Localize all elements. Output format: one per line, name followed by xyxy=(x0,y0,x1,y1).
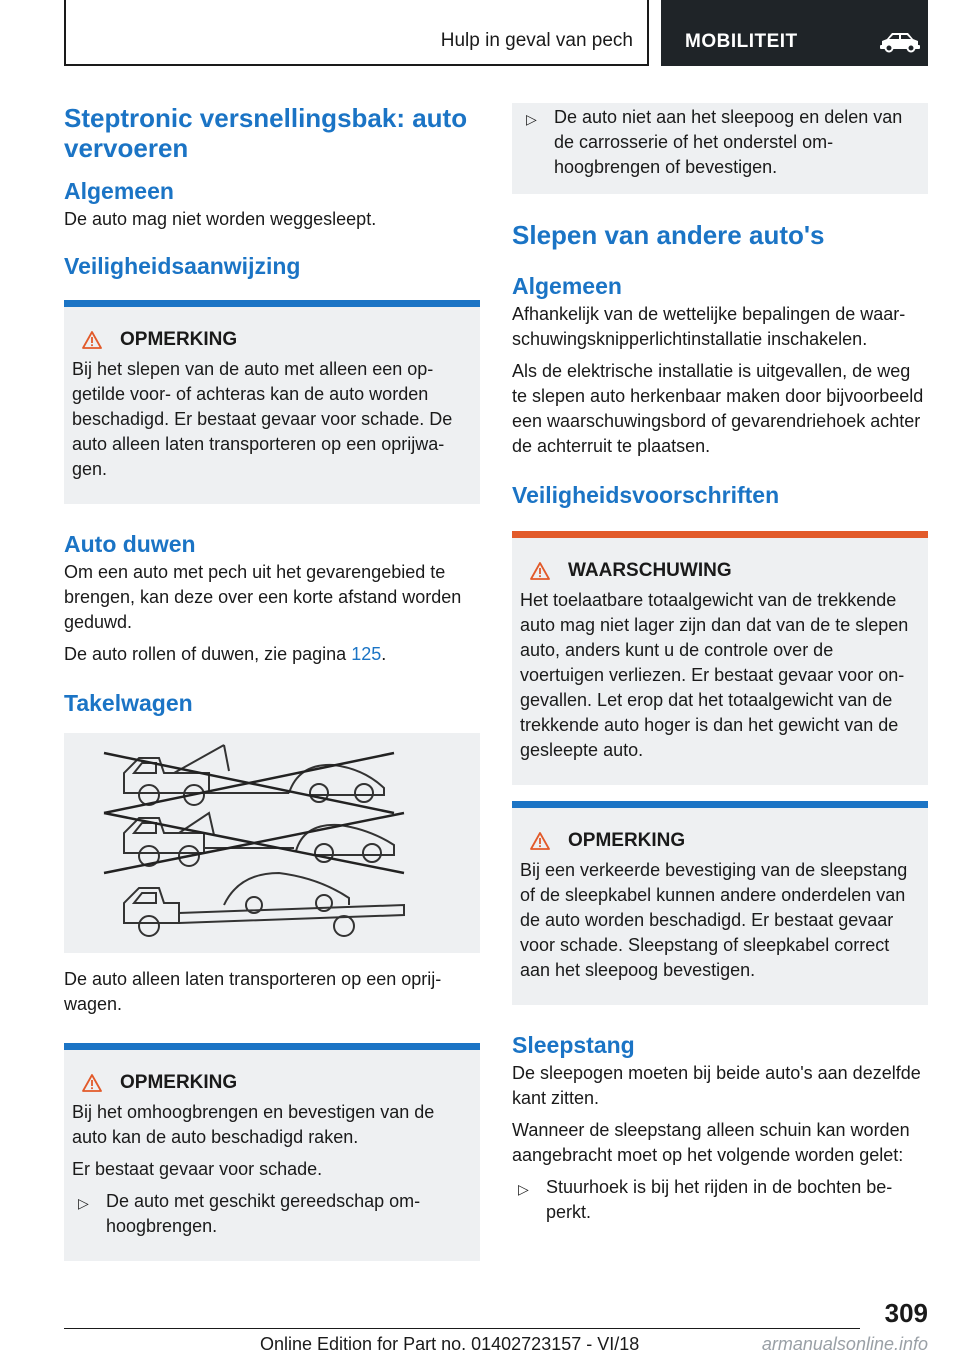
heading-towbar: Sleepstang xyxy=(512,1032,635,1058)
bullet-triangle-icon: ▷ xyxy=(518,1181,529,1197)
towbar-text-1: De sleepogen moeten bij beide auto's aan dezelfde kant zitten. xyxy=(512,1063,921,1108)
general-text-2: Als de elektrische installatie is uitgevallen, de weg te slepen auto herkenbaar maken door bijvoorbeeld een waarschuwingsbord of gevarendriehoek achter de achterruit te plaatsen. xyxy=(512,361,924,456)
general-text-1: Afhankelijk van de wettelijke bepalingen de waarschuwingsknipperlichtinstallatie inschakelen. xyxy=(512,304,906,349)
header-chapter-box xyxy=(661,0,928,66)
flatbed-truck xyxy=(124,873,404,936)
car-icon xyxy=(878,30,922,54)
warning-box xyxy=(512,531,928,785)
heading-push-car: Auto duwen xyxy=(64,531,196,557)
warning-triangle-icon xyxy=(82,331,102,349)
right-column xyxy=(512,103,928,1225)
push-text: Om een auto met pech uit het gevarengebied te brengen, kan deze over een korte afstand worden geduwd. xyxy=(64,562,462,632)
notice-text-2: Er bestaat gevaar voor schade. xyxy=(72,1159,323,1179)
footer-divider xyxy=(64,1328,860,1329)
towbar-text-2: Wanneer de sleepstang alleen schuin kan worden aangebracht moet op het volgende worden gelet: xyxy=(512,1120,910,1165)
notice-box xyxy=(64,300,480,504)
page-number: 309 xyxy=(884,1298,928,1328)
notice-box-lifting xyxy=(64,1043,480,1261)
heading-tow-truck: Takelwagen xyxy=(64,690,193,716)
header-chapter-title: MOBILITEIT xyxy=(685,31,798,52)
notice-label: OPMERKING xyxy=(568,830,686,851)
warning-text: Het toelaatbare totaalgewicht van de trekkende auto mag niet lager zijn dan dat van de te slepen auto, anders kunt u de controle over de voertuigen verliezen. Er bestaat gevaar voor ongevallen. Let erop dat het totaalgewicht van de trekkende auto hoger is dan het gewicht van de gesleepte auto. xyxy=(520,590,909,760)
notice-text: Bij een verkeerde bevestiging van de sleepstang of de sleepkabel kunnen andere onderdelen van de auto worden beschadigd. Er bestaat gevaar voor schade. Sleepstang of sleepkabel correct aan het sleepoog bevestigen. xyxy=(520,860,908,980)
section-title-steptronic: Steptronic versnellingsbak: auto vervoeren xyxy=(64,103,468,163)
footer-edition: Online Edition for Part no. 01402723157 - VI/18 xyxy=(260,1334,640,1354)
warning-triangle-icon xyxy=(530,562,550,580)
illustration-caption: De auto alleen laten transporteren op een oprijwagen. xyxy=(64,969,442,1014)
heading-safety-rules: Veiligheidsvoorschriften xyxy=(512,482,780,508)
list-item-text: Stuurhoek is bij het rijden in de bochten beperkt. xyxy=(546,1177,893,1222)
notice-text-1: Bij het omhoogbrengen en bevestigen van de auto kan de auto beschadigd raken. xyxy=(72,1102,435,1147)
bullet-triangle-icon: ▷ xyxy=(526,111,537,127)
general-text: De auto mag niet worden weggesleept. xyxy=(64,209,377,229)
notice-continuation xyxy=(512,103,928,194)
notice-header xyxy=(72,329,472,351)
heading-safety: Veiligheidsaanwijzing xyxy=(64,253,301,279)
watermark: armanualsonline.info xyxy=(761,1334,928,1354)
warning-label: WAARSCHUWING xyxy=(568,560,732,581)
tow-truck-2 xyxy=(124,813,394,866)
notice-label: OPMERKING xyxy=(120,1072,238,1093)
left-column xyxy=(64,103,480,1261)
tow-truck-1 xyxy=(124,745,384,805)
list-item xyxy=(72,1189,472,1239)
heading-general: Algemeen xyxy=(64,178,174,204)
warning-header xyxy=(520,560,920,582)
heading-general: Algemeen xyxy=(512,273,622,299)
warning-triangle-icon xyxy=(530,832,550,850)
page-header xyxy=(64,0,928,66)
header-section-title: Hulp in geval van pech xyxy=(440,30,633,51)
tow-truck-drawing xyxy=(64,733,480,953)
notice-label: OPMERKING xyxy=(120,329,238,350)
notice-header xyxy=(520,830,920,852)
section-title-towing-other-cars: Slepen van andere auto's xyxy=(512,220,825,250)
tow-truck-illustration xyxy=(64,733,480,953)
warning-triangle-icon xyxy=(82,1074,102,1092)
bullet-triangle-icon: ▷ xyxy=(78,1195,89,1211)
page-link-125[interactable]: 125 xyxy=(351,644,382,664)
notice-text: Bij het slepen van de auto met alleen een opgetilde voor- of achteras kan de auto worden beschadigd. Er bestaat gevaar voor schade. De auto alleen laten transporteren op een oprijwagen. xyxy=(72,359,453,479)
list-item-text: De auto niet aan het sleepoog en delen van de carrosserie of het onderstel omhoogbrengen of bevestigen. xyxy=(554,107,903,177)
header-section-box xyxy=(64,0,649,66)
list-item xyxy=(512,1175,928,1225)
notice-header xyxy=(72,1072,472,1094)
push-reference: De auto rollen of duwen, zie pagina 125. xyxy=(64,644,387,664)
list-item-text: De auto met geschikt gereedschap omhoogbrengen. xyxy=(106,1191,421,1236)
list-item xyxy=(520,105,920,180)
notice-box xyxy=(512,801,928,1005)
